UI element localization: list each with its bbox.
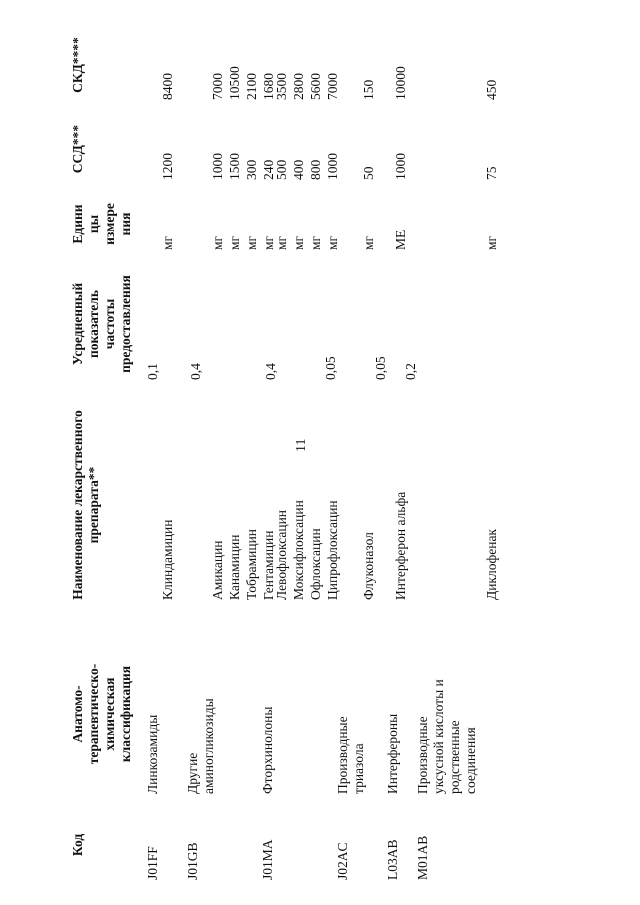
row-code: L03AB bbox=[385, 839, 400, 880]
row-frequency: 0,05 bbox=[373, 356, 388, 380]
row-frequency: 0,4 bbox=[263, 363, 278, 380]
drug-unit: мг bbox=[261, 235, 276, 250]
rotated-table bbox=[50, 20, 610, 880]
header-code: Код bbox=[70, 833, 85, 857]
drug-skd: 8400 bbox=[160, 73, 175, 100]
drug-ssd: 500 bbox=[274, 159, 289, 180]
drug-ssd: 1200 bbox=[160, 153, 175, 180]
row-atc-class: Другие аминогликозиды bbox=[185, 698, 216, 794]
drug-ssd: 800 bbox=[308, 159, 323, 180]
drug-unit: мг bbox=[274, 235, 289, 250]
drug-skd: 7000 bbox=[210, 73, 225, 100]
drug-skd: 2100 bbox=[244, 73, 259, 100]
drug-name: Диклофенак bbox=[484, 529, 499, 600]
row-code: J02AC bbox=[335, 842, 350, 880]
drug-unit: мг bbox=[227, 235, 242, 250]
row-atc-class: Линкозамиды bbox=[145, 714, 160, 794]
drug-name: Моксифлоксацин bbox=[291, 500, 306, 600]
row-frequency: 0,05 bbox=[323, 356, 338, 380]
drug-unit: МЕ bbox=[393, 229, 408, 250]
drug-name: Ципрофлоксацин bbox=[325, 500, 340, 600]
drug-unit: мг bbox=[325, 235, 340, 250]
drug-skd: 2800 bbox=[291, 73, 306, 100]
drug-skd: 7000 bbox=[325, 73, 340, 100]
header-unit: Едини цы измере ния bbox=[70, 203, 133, 245]
drug-ssd: 75 bbox=[484, 166, 499, 180]
drug-ssd: 1500 bbox=[227, 153, 242, 180]
drug-unit: мг bbox=[210, 235, 225, 250]
drug-ssd: 1000 bbox=[393, 153, 408, 180]
row-frequency: 0,4 bbox=[188, 363, 203, 380]
header-skd: СКД**** bbox=[70, 37, 85, 93]
row-code: J01FF bbox=[145, 846, 160, 880]
row-frequency: 0,2 bbox=[403, 363, 418, 380]
header-ssd: ССД*** bbox=[70, 124, 85, 174]
row-code: M01AB bbox=[415, 835, 430, 880]
drug-unit: мг bbox=[308, 235, 323, 250]
drug-name: Офлоксацин bbox=[308, 528, 323, 600]
row-atc-class: Производные триазола bbox=[335, 716, 366, 794]
drug-ssd: 50 bbox=[361, 166, 376, 180]
row-code: J01GB bbox=[185, 842, 200, 880]
drug-skd: 5600 bbox=[308, 73, 323, 100]
drug-skd: 10000 bbox=[393, 66, 408, 100]
row-atc-class: Интерфероны bbox=[385, 713, 400, 794]
drug-unit: мг bbox=[484, 235, 499, 250]
drug-name: Интерферон альфа bbox=[393, 491, 408, 600]
drug-name: Канамицин bbox=[227, 534, 242, 600]
drug-unit: мг bbox=[361, 235, 376, 250]
row-code: J01MA bbox=[260, 839, 275, 880]
drug-name: Левофлоксацин bbox=[274, 509, 289, 600]
header-drug-name: Наименование лекарственного препарата** bbox=[70, 410, 101, 600]
drug-unit: мг bbox=[244, 235, 259, 250]
drug-skd: 1680 bbox=[261, 73, 276, 100]
drug-ssd: 1000 bbox=[325, 153, 340, 180]
row-frequency: 0,1 bbox=[145, 363, 160, 380]
drug-skd: 450 bbox=[484, 79, 499, 100]
row-atc-class: Фторхинолоны bbox=[260, 706, 275, 794]
drug-ssd: 300 bbox=[244, 159, 259, 180]
drug-ssd: 1000 bbox=[210, 153, 225, 180]
drug-ssd: 400 bbox=[291, 159, 306, 180]
header-atc: Анатомо- терапевтическо- химическая классификация bbox=[70, 663, 133, 765]
drug-name: Флуконазол bbox=[361, 532, 376, 600]
drug-ssd: 240 bbox=[261, 159, 276, 180]
drug-name: Амикацин bbox=[210, 540, 225, 600]
drug-skd: 3500 bbox=[274, 73, 289, 100]
header-frequency: Усредненный показатель частоты предоставления bbox=[70, 275, 133, 373]
drug-name: Тобрамицин bbox=[244, 528, 259, 600]
drug-name: Клиндамицин bbox=[160, 519, 175, 600]
drug-unit: мг bbox=[160, 235, 175, 250]
drug-unit: мг bbox=[291, 235, 306, 250]
drug-skd: 150 bbox=[361, 79, 376, 100]
page-number: 11 bbox=[294, 438, 309, 452]
row-atc-class: Производные уксусной кислоты и родственные соединения bbox=[415, 679, 478, 794]
drug-skd: 10500 bbox=[227, 66, 242, 100]
drug-name: Гентамицин bbox=[261, 530, 276, 600]
